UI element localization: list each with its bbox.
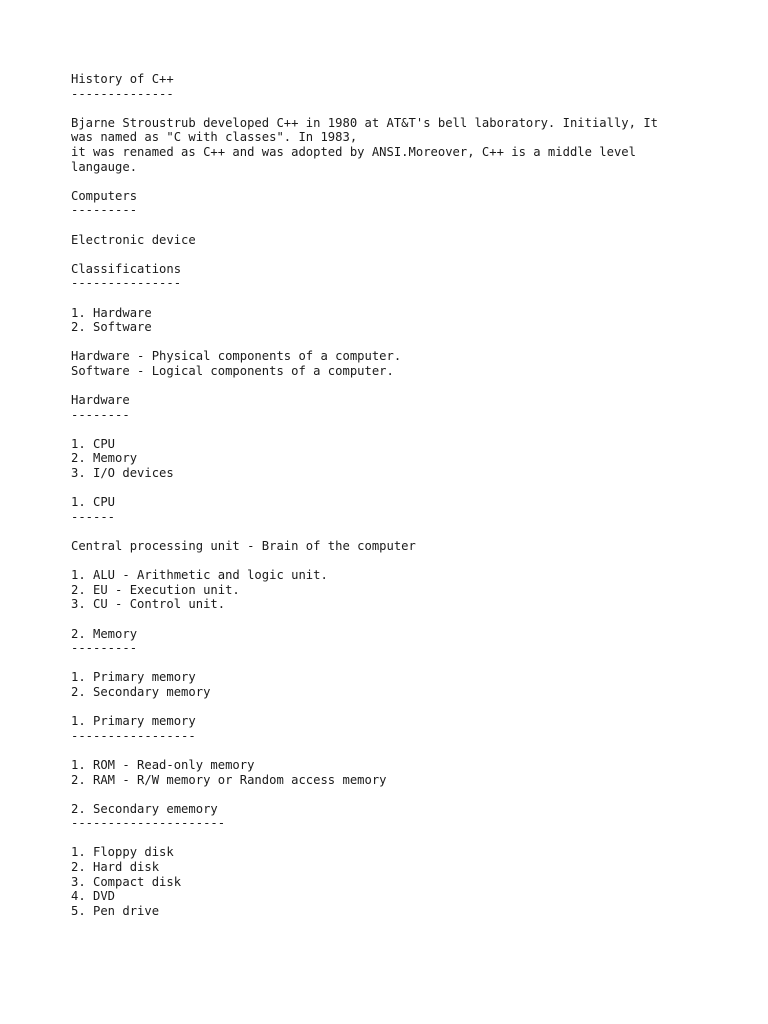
heading-underline: --------------------- — [71, 816, 226, 831]
block-history-heading — [71, 72, 731, 101]
list-item: 1. Primary memory — [71, 670, 196, 685]
block-primary-memory-heading — [71, 714, 731, 743]
block-cpu-heading — [71, 495, 731, 524]
list-item: 5. Pen drive — [71, 903, 160, 918]
list-item: 2. Secondary memory — [71, 684, 211, 699]
block-computers-definition — [71, 233, 731, 248]
block-classifications-list — [71, 306, 731, 335]
list-item: 1. ROM - Read-only memory — [71, 757, 255, 772]
list-item: 4. DVD — [71, 889, 116, 904]
block-hardware-heading — [71, 393, 731, 422]
block-computers-heading — [71, 189, 731, 218]
block-cpu-list — [71, 568, 731, 612]
document-page — [71, 72, 731, 933]
definition-line: Hardware - Physical components of a computer. — [71, 349, 402, 364]
heading-secondary-memory: 2. Secondary ememory — [71, 801, 218, 816]
definition-line: Electronic device — [71, 232, 196, 247]
paragraph-line: was named as "C with classes". In 1983, — [71, 130, 358, 145]
definition-line: Central processing unit - Brain of the computer — [71, 539, 416, 553]
heading-classifications: Classifications — [71, 261, 182, 276]
heading-primary-memory: 1. Primary memory — [71, 714, 196, 729]
heading-computers: Computers — [71, 188, 138, 203]
list-item: 3. I/O devices — [71, 466, 174, 481]
list-item: 2. Software — [71, 320, 152, 335]
list-item: 2. EU - Execution unit. — [71, 582, 240, 597]
block-history-paragraph — [71, 116, 731, 174]
paragraph-line: Bjarne Stroustrub developed C++ in 1980 at AT&T's bell laboratory. Initially, It — [71, 115, 658, 130]
heading-underline: --------- — [71, 203, 138, 218]
heading-underline: --------------- — [71, 276, 182, 291]
block-cpu-definition — [71, 539, 731, 554]
heading-history-of-cpp: History of C++ — [71, 72, 174, 86]
block-hardware-list — [71, 437, 731, 481]
list-item: 1. Hardware — [71, 305, 152, 320]
heading-underline: -------- — [71, 407, 130, 422]
list-item: 1. CPU — [71, 436, 116, 451]
list-item: 2. Hard disk — [71, 860, 160, 875]
heading-underline: ----------------- — [71, 728, 196, 743]
list-item: 3. CU - Control unit. — [71, 597, 226, 612]
paragraph-line: langauge. — [71, 159, 138, 174]
heading-underline: ------ — [71, 509, 116, 524]
block-secondary-memory-heading — [71, 802, 731, 831]
list-item: 1. Floppy disk — [71, 845, 174, 860]
heading-underline: -------------- — [71, 86, 174, 101]
heading-hardware: Hardware — [71, 393, 130, 408]
heading-underline: --------- — [71, 641, 138, 656]
list-item: 2. Memory — [71, 451, 138, 466]
list-item: 3. Compact disk — [71, 874, 182, 889]
block-primary-memory-list — [71, 758, 731, 787]
list-item: 2. RAM - R/W memory or Random access memory — [71, 772, 387, 787]
block-memory-heading — [71, 627, 731, 656]
list-item: 1. ALU - Arithmetic and logic unit. — [71, 568, 328, 583]
block-memory-list — [71, 670, 731, 699]
heading-memory: 2. Memory — [71, 626, 138, 641]
block-secondary-memory-list — [71, 845, 731, 918]
block-classifications-heading — [71, 262, 731, 291]
heading-cpu: 1. CPU — [71, 495, 116, 510]
paragraph-line: it was renamed as C++ and was adopted by ANSI.Moreover, C++ is a middle level — [71, 144, 636, 159]
definition-line: Software - Logical components of a computer. — [71, 363, 394, 378]
block-hw-sw-definitions — [71, 349, 731, 378]
